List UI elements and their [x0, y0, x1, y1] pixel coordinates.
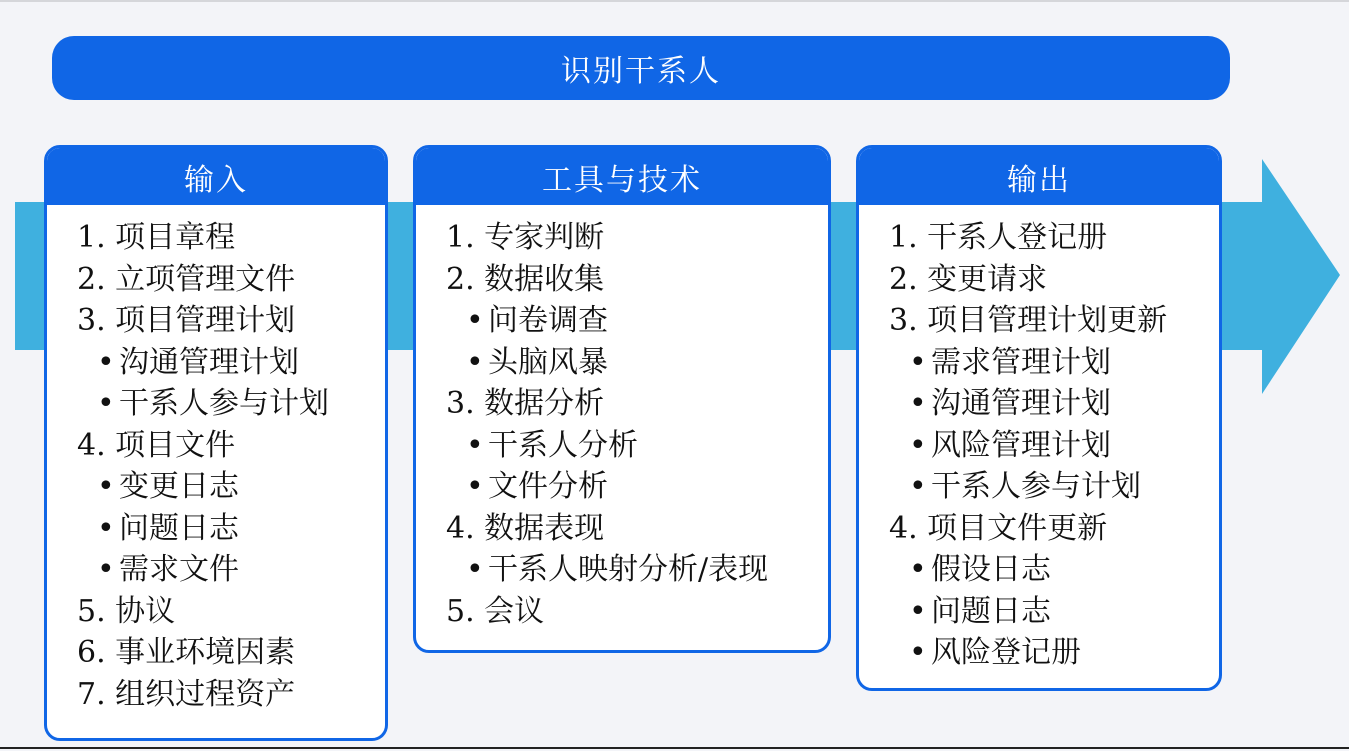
outputs-item	[859, 508, 1219, 550]
bullet-icon: •	[466, 344, 484, 380]
tools-item	[416, 508, 828, 550]
process-title: 识别干系人	[52, 36, 1230, 100]
inputs-item	[47, 549, 385, 591]
outputs-item-text: 假设日志	[931, 552, 1051, 587]
bullet-icon: •	[909, 427, 927, 463]
bullet-icon: •	[466, 469, 484, 504]
outputs-item	[859, 300, 1219, 342]
tools-item-text: 1. 专家判断	[446, 220, 605, 255]
outputs-item	[859, 383, 1219, 425]
bullet-icon: •	[909, 386, 927, 421]
inputs-item-text: 5. 协议	[77, 593, 176, 629]
outputs-list	[859, 205, 1219, 674]
bullet-icon: •	[97, 510, 115, 546]
tools-item-text: 头脑风暴	[488, 344, 608, 380]
bullet-icon: •	[909, 469, 927, 504]
outputs-item-text: 1. 干系人登记册	[889, 220, 1108, 255]
outputs-item	[859, 259, 1219, 301]
inputs-item	[47, 259, 385, 301]
tools-item-text: 4. 数据表现	[446, 510, 605, 546]
outputs-item-text: 风险管理计划	[931, 427, 1111, 463]
outputs-item	[859, 549, 1219, 591]
inputs-item-text: 需求文件	[119, 552, 239, 587]
inputs-item-text: 1. 项目章程	[77, 220, 236, 255]
tools-panel	[413, 145, 831, 653]
inputs-item	[47, 508, 385, 550]
inputs-item	[47, 591, 385, 633]
tools-item-text: 文件分析	[488, 469, 608, 504]
outputs-panel	[856, 145, 1222, 691]
outputs-item	[859, 591, 1219, 633]
outputs-item-text: 需求管理计划	[931, 344, 1111, 380]
tools-item	[416, 425, 828, 467]
bullet-icon: •	[466, 303, 484, 338]
inputs-item-text: 沟通管理计划	[119, 344, 299, 380]
outputs-item-text: 2. 变更请求	[889, 261, 1048, 297]
outputs-item-text: 风险登记册	[931, 635, 1081, 670]
tools-list	[416, 205, 828, 632]
tools-item-text: 2. 数据收集	[446, 261, 605, 297]
inputs-item	[47, 466, 385, 508]
inputs-item	[47, 674, 385, 716]
bullet-icon: •	[909, 593, 927, 629]
tools-item	[416, 549, 828, 591]
bullet-icon: •	[909, 635, 927, 670]
inputs-item-text: 问题日志	[119, 510, 239, 546]
tools-item-text: 问卷调查	[488, 303, 608, 338]
bullet-icon: •	[466, 427, 484, 463]
outputs-item	[859, 466, 1219, 508]
tools-item	[416, 591, 828, 633]
outputs-item	[859, 632, 1219, 674]
bullet-icon: •	[97, 552, 115, 587]
outputs-item	[859, 217, 1219, 259]
inputs-panel	[44, 145, 388, 741]
inputs-item-text: 3. 项目管理计划	[77, 303, 296, 338]
outputs-header: 输出	[859, 148, 1219, 205]
bullet-icon: •	[97, 344, 115, 380]
outputs-item-text: 干系人参与计划	[931, 469, 1141, 504]
inputs-item-text: 干系人参与计划	[119, 386, 329, 421]
bullet-icon: •	[466, 552, 484, 587]
tools-item	[416, 342, 828, 384]
outputs-item-text: 4. 项目文件更新	[889, 510, 1108, 546]
inputs-item-text: 7. 组织过程资产	[77, 676, 296, 712]
tools-item	[416, 300, 828, 342]
inputs-item-text: 4. 项目文件	[77, 427, 236, 463]
inputs-item-text: 变更日志	[119, 469, 239, 504]
outputs-item-text: 问题日志	[931, 593, 1051, 629]
inputs-item	[47, 632, 385, 674]
tools-item	[416, 466, 828, 508]
outputs-item	[859, 425, 1219, 467]
inputs-list	[47, 205, 385, 715]
inputs-item	[47, 300, 385, 342]
tools-item	[416, 217, 828, 259]
outputs-item-text: 沟通管理计划	[931, 386, 1111, 421]
outputs-item	[859, 342, 1219, 384]
tools-item-text: 3. 数据分析	[446, 386, 605, 421]
tools-item	[416, 383, 828, 425]
inputs-item	[47, 425, 385, 467]
bullet-icon: •	[97, 386, 115, 421]
tools-item-text: 干系人映射分析/表现	[488, 552, 769, 587]
tools-header: 工具与技术	[416, 148, 828, 205]
inputs-item	[47, 342, 385, 384]
inputs-item	[47, 383, 385, 425]
bullet-icon: •	[97, 469, 115, 504]
inputs-item-text: 6. 事业环境因素	[77, 635, 296, 670]
tools-item	[416, 259, 828, 301]
inputs-item	[47, 217, 385, 259]
tools-item-text: 5. 会议	[446, 593, 545, 629]
bullet-icon: •	[909, 552, 927, 587]
bullet-icon: •	[909, 344, 927, 380]
inputs-item-text: 2. 立项管理文件	[77, 261, 296, 297]
tools-item-text: 干系人分析	[488, 427, 638, 463]
outputs-item-text: 3. 项目管理计划更新	[889, 303, 1168, 338]
inputs-header: 输入	[47, 148, 385, 205]
